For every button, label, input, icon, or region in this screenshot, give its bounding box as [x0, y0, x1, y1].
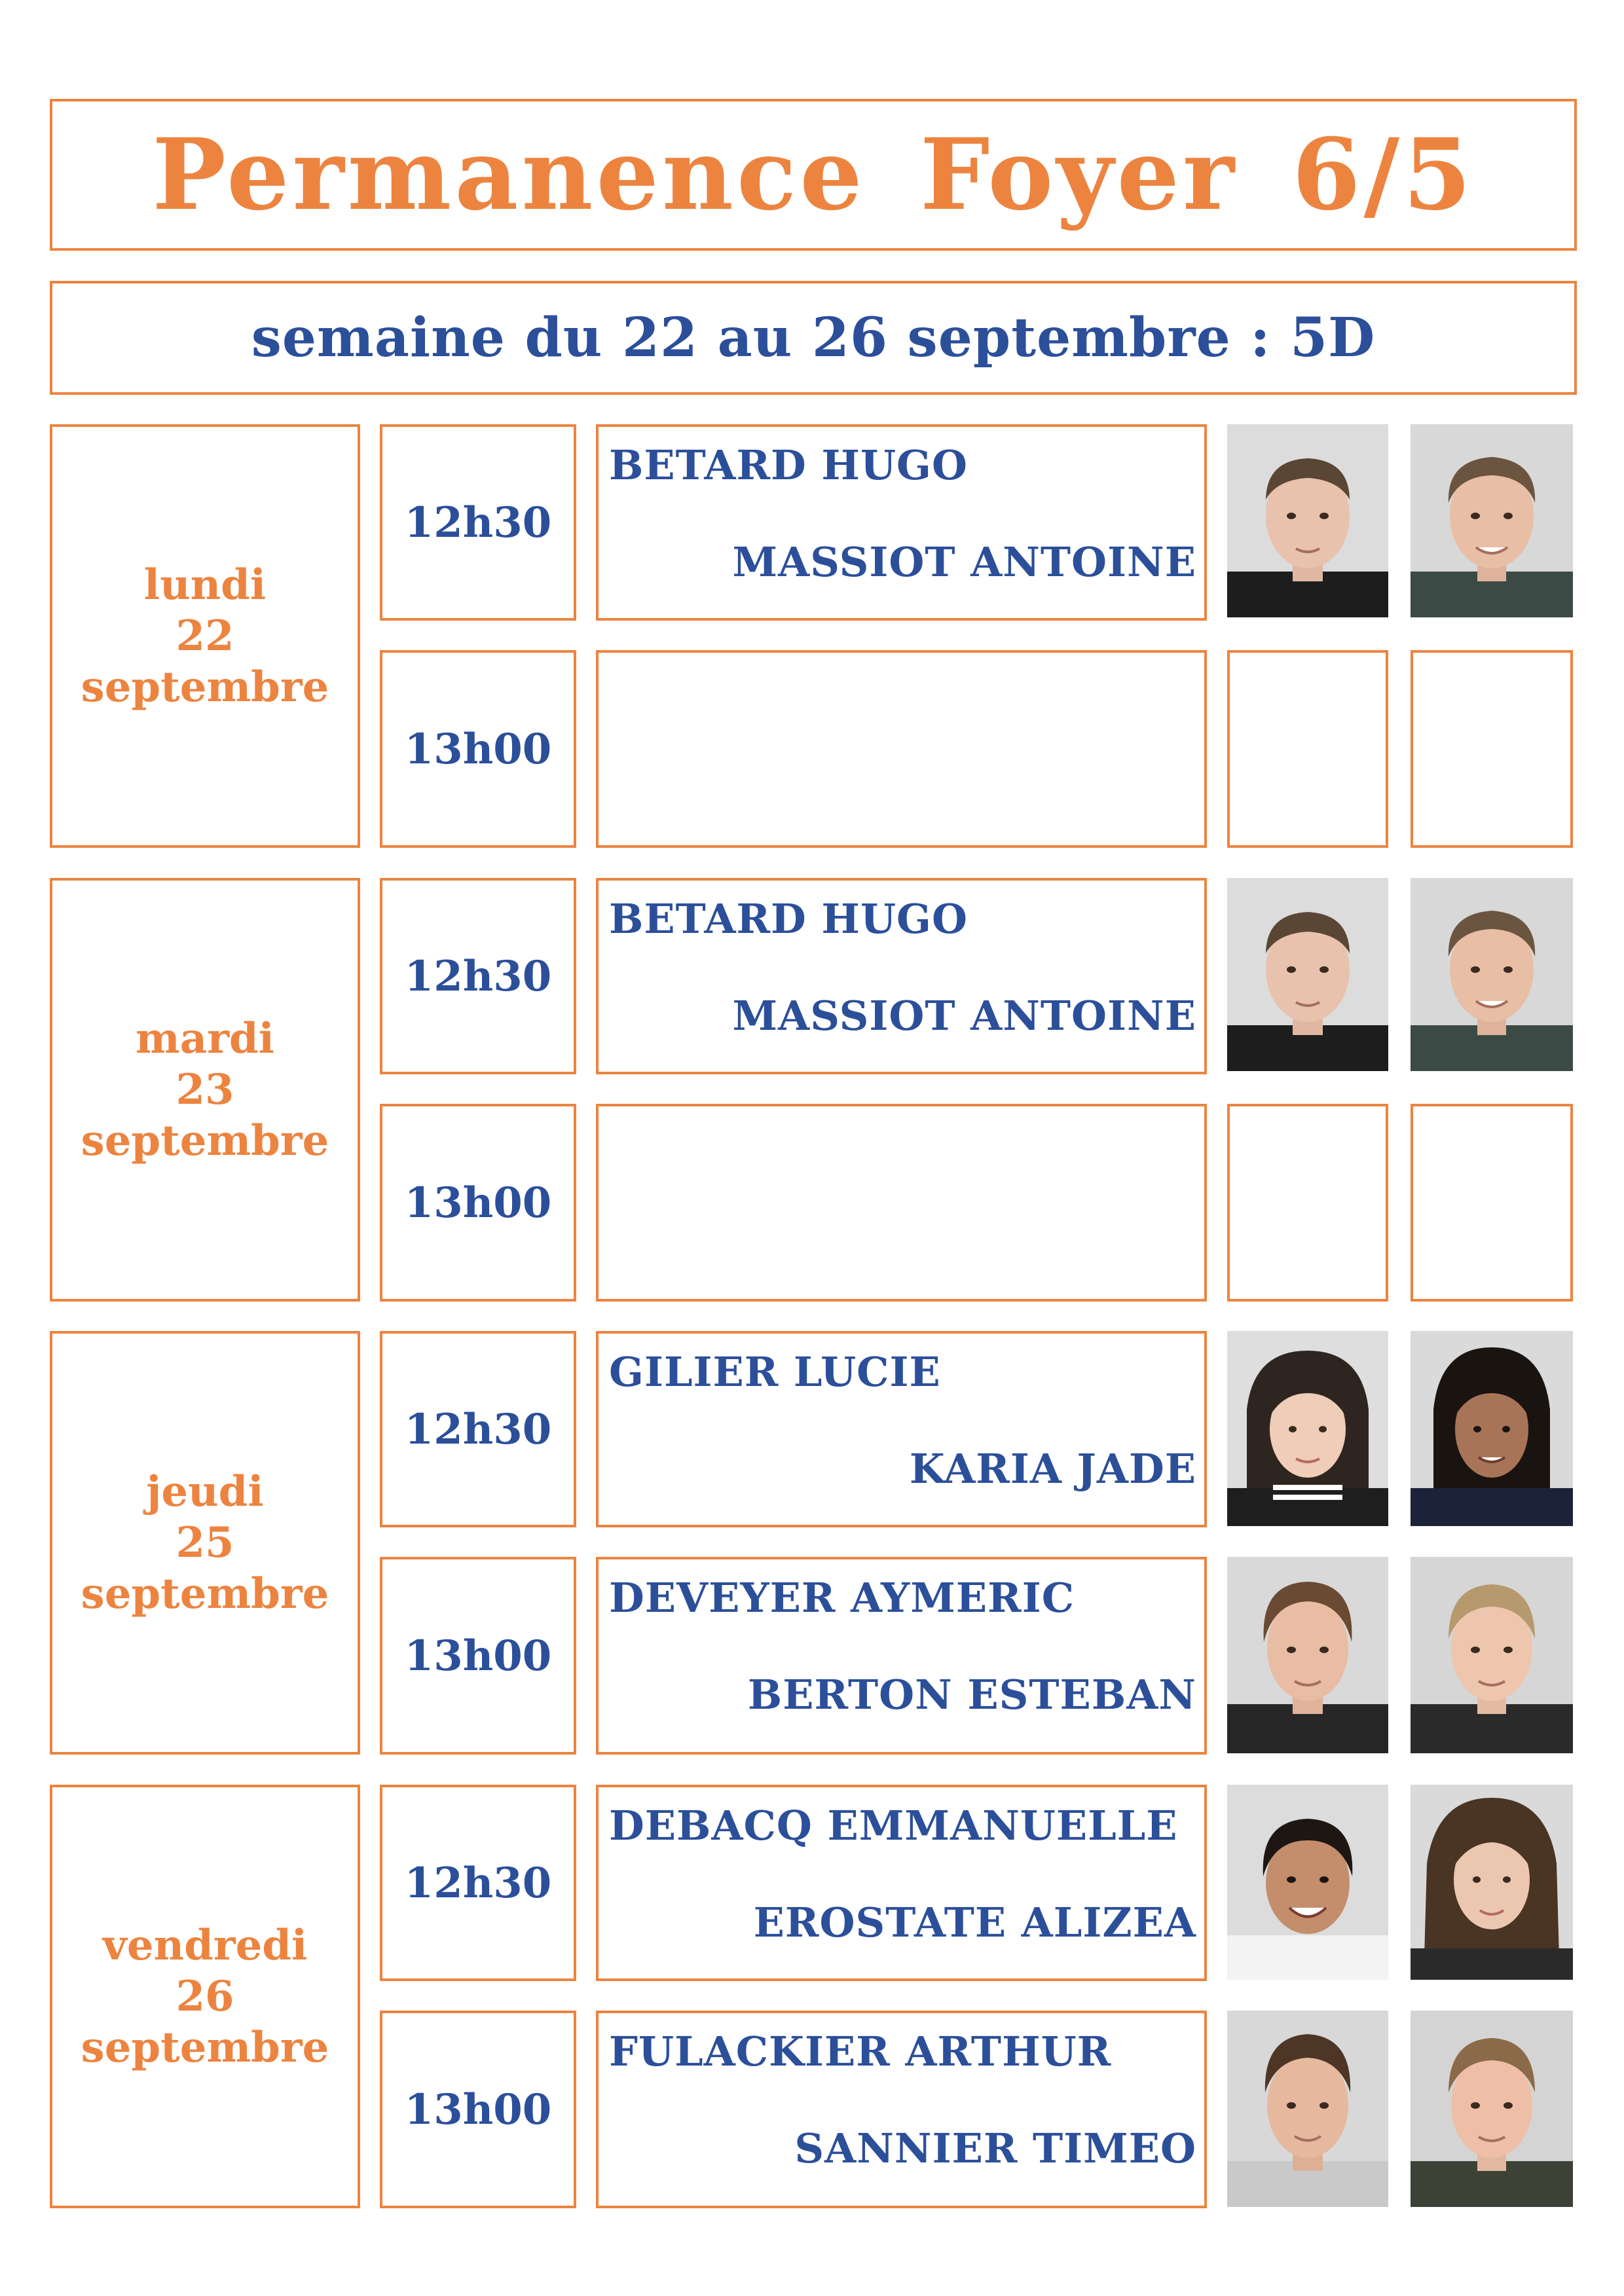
- names-cell: [596, 424, 1207, 621]
- names-cell: [596, 2011, 1207, 2208]
- student-photo: [1227, 878, 1388, 1071]
- day-number: 22: [175, 611, 234, 661]
- time-cell: [380, 1331, 576, 1527]
- student-photo: [1227, 2011, 1388, 2207]
- time-cell: [380, 650, 576, 848]
- day-cell: [50, 1785, 360, 2208]
- time-cell: [380, 1785, 576, 1981]
- photo-placeholder: [1411, 650, 1573, 848]
- weekday: vendredi: [102, 1920, 308, 1970]
- time-label: 12h30: [404, 951, 552, 1001]
- student-name-1: DEBACQ EMMANUELLE: [609, 1802, 1178, 1850]
- title-banner: [50, 99, 1577, 251]
- names-cell: [596, 878, 1207, 1074]
- time-label: 13h00: [404, 2085, 552, 2134]
- time-cell: [380, 2011, 576, 2208]
- month: septembre: [81, 1569, 329, 1618]
- time-cell: [380, 424, 576, 621]
- day-label: [81, 560, 329, 713]
- day-label: [81, 1920, 329, 2073]
- student-photo: [1411, 1785, 1573, 1980]
- time-label: 13h00: [404, 724, 552, 774]
- day-cell: [50, 878, 360, 1302]
- day-label: [81, 1013, 329, 1167]
- time-label: 13h00: [404, 1178, 552, 1228]
- weekday: mardi: [136, 1013, 274, 1063]
- student-photo: [1411, 1557, 1573, 1753]
- student-name-1: GILIER LUCIE: [609, 1348, 941, 1396]
- photo-placeholder: [1227, 650, 1388, 848]
- day-cell: [50, 424, 360, 848]
- student-photo: [1227, 424, 1388, 617]
- day-number: 23: [175, 1065, 234, 1114]
- time-label: 12h30: [404, 1404, 552, 1454]
- student-photo: [1411, 2011, 1573, 2207]
- names-cell: [596, 1557, 1207, 1755]
- student-name-1: FULACKIER ARTHUR: [609, 2028, 1112, 2075]
- week-banner: [50, 281, 1577, 395]
- month: septembre: [81, 1116, 329, 1165]
- page-title: Permanence Foyer 6/5: [152, 117, 1475, 232]
- student-name-2: EROSTATE ALIZEA: [753, 1899, 1196, 1946]
- student-name-2: MASSIOT ANTOINE: [732, 992, 1196, 1040]
- day-number: 26: [175, 1971, 234, 2021]
- names-cell: [596, 650, 1207, 848]
- month: septembre: [81, 662, 329, 712]
- names-cell: [596, 1104, 1207, 1302]
- photo-placeholder: [1411, 1104, 1573, 1302]
- weekday: jeudi: [146, 1467, 264, 1516]
- day-label: [81, 1467, 329, 1620]
- time-label: 12h30: [404, 1858, 552, 1908]
- time-cell: [380, 1104, 576, 1302]
- day-cell: [50, 1331, 360, 1755]
- time-label: 12h30: [404, 498, 552, 547]
- student-name-1: DEVEYER AYMERIC: [609, 1574, 1075, 1622]
- student-name-1: BETARD HUGO: [609, 895, 968, 943]
- names-cell: [596, 1785, 1207, 1981]
- month: septembre: [81, 2022, 329, 2072]
- week-subtitle: semaine du 22 au 26 septembre : 5D: [251, 306, 1376, 369]
- time-label: 13h00: [404, 1631, 552, 1681]
- names-cell: [596, 1331, 1207, 1527]
- weekday: lundi: [143, 560, 267, 610]
- student-name-2: MASSIOT ANTOINE: [732, 538, 1196, 586]
- photo-placeholder: [1227, 1104, 1388, 1302]
- student-name-2: BERTON ESTEBAN: [747, 1671, 1196, 1719]
- student-photo: [1227, 1785, 1388, 1980]
- time-cell: [380, 878, 576, 1074]
- student-name-2: KARIA JADE: [909, 1445, 1196, 1493]
- student-name-1: BETARD HUGO: [609, 441, 968, 489]
- student-photo: [1411, 424, 1573, 617]
- student-photo: [1411, 878, 1573, 1071]
- student-photo: [1411, 1331, 1573, 1526]
- student-photo: [1227, 1557, 1388, 1753]
- student-name-2: SANNIER TIMEO: [794, 2124, 1196, 2172]
- student-photo: [1227, 1331, 1388, 1526]
- day-number: 25: [175, 1518, 234, 1567]
- time-cell: [380, 1557, 576, 1755]
